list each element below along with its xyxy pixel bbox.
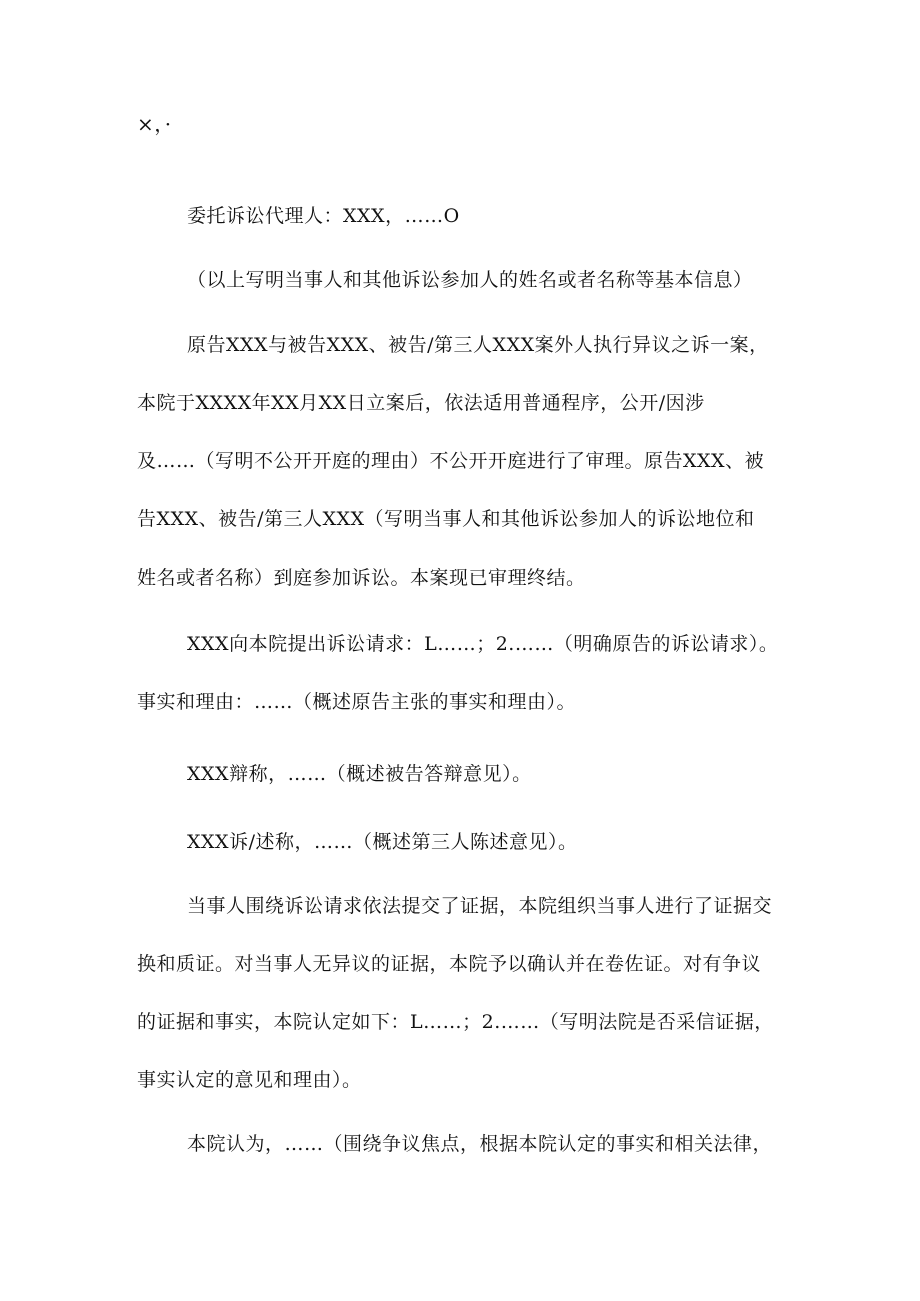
agent-line: 委托诉讼代理人：XXX，……O bbox=[187, 205, 460, 227]
defense-line: XXX辩称，……（概述被告答辩意见）。 bbox=[187, 763, 532, 785]
header-mark: ×，· bbox=[137, 112, 172, 136]
paragraph-line: 及……（写明不公开开庭的理由）不公开开庭进行了审理。原告XXX、被 bbox=[137, 450, 765, 472]
court-opinion-line: 本院认为，……（围绕争议焦点，根据本院认定的事实和相关法律， bbox=[187, 1133, 773, 1155]
paragraph-line: XXX向本院提出诉讼请求：L……；2.……（明确原告的诉讼请求）。 bbox=[187, 633, 779, 655]
paragraph-line: 告XXX、被告/第三人XXX（写明当事人和其他诉讼参加人的诉讼地位和 bbox=[137, 508, 755, 530]
paragraph-line: 原告XXX与被告XXX、被告/第三人XXX案外人执行异议之诉一案， bbox=[187, 334, 769, 356]
paragraph-line: 事实和理由：……（概述原告主张的事实和理由）。 bbox=[137, 691, 577, 713]
paragraph-line: 姓名或者名称）到庭参加诉讼。本案现已审理终结。 bbox=[137, 567, 586, 589]
paragraph-line: 的证据和事实，本院认定如下：L……；2.……（写明法院是否采信证据， bbox=[137, 1011, 774, 1033]
parties-note: （以上写明当事人和其他诉讼参加人的姓名或者名称等基本信息） bbox=[187, 269, 753, 291]
paragraph-line: 事实认定的意见和理由）。 bbox=[137, 1069, 362, 1091]
third-party-line: XXX诉/述称，……（概述第三人陈述意见）。 bbox=[187, 831, 578, 853]
paragraph-line: 换和质证。对当事人无异议的证据，本院予以确认并在卷佐证。对有争议 bbox=[137, 953, 762, 975]
paragraph-line: 当事人围绕诉讼请求依法提交了证据，本院组织当事人进行了证据交 bbox=[187, 895, 773, 917]
paragraph-line: 本院于XXXX年XX月XX日立案后，依法适用普通程序，公开/因涉 bbox=[137, 392, 705, 414]
